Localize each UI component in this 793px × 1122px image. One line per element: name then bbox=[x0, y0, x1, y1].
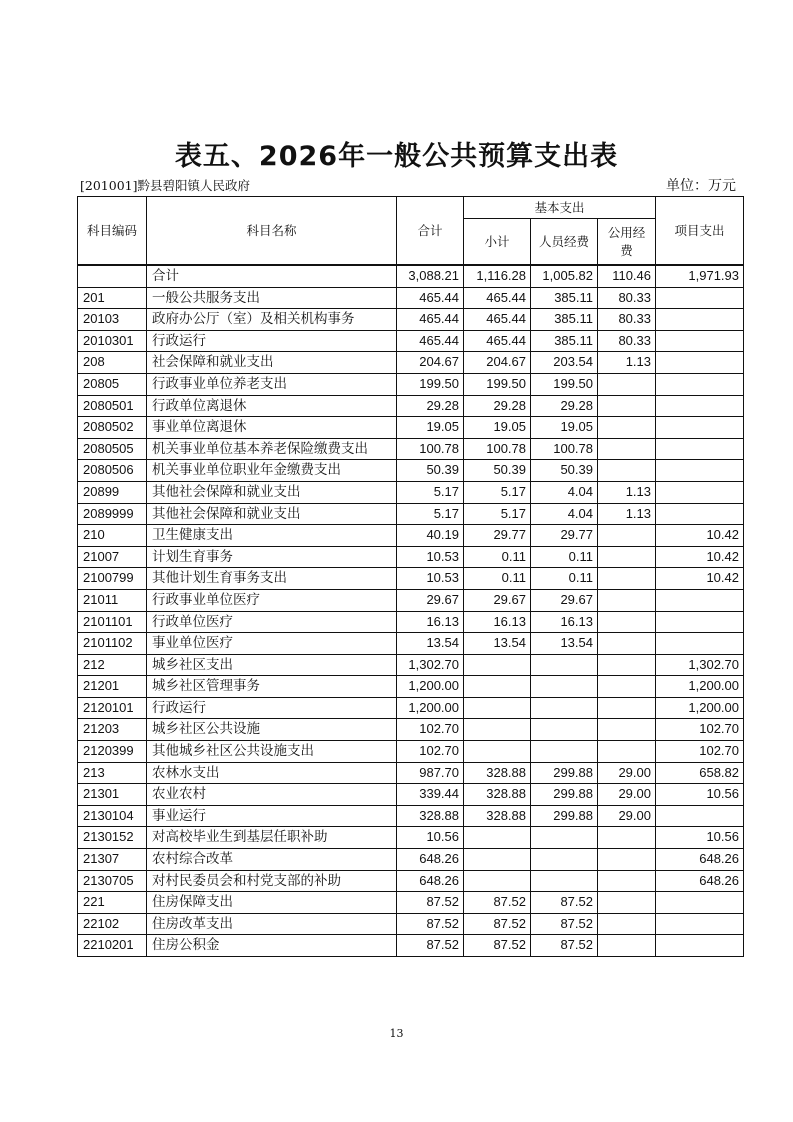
budget-table bbox=[77, 196, 744, 957]
cell-total: 648.26 bbox=[397, 870, 464, 892]
cell-code: 2080502 bbox=[78, 417, 147, 439]
cell-code: 21007 bbox=[78, 546, 147, 568]
cell-code: 2120101 bbox=[78, 697, 147, 719]
cell-personnel: 19.05 bbox=[531, 417, 598, 439]
cell-project: 10.42 bbox=[656, 546, 744, 568]
cell-subtotal bbox=[464, 870, 531, 892]
cell-code: 20103 bbox=[78, 309, 147, 331]
cell-code: 2080501 bbox=[78, 395, 147, 417]
cell-name: 行政事业单位医疗 bbox=[147, 589, 397, 611]
cell-public bbox=[598, 525, 656, 547]
cell-project bbox=[656, 417, 744, 439]
cell-personnel bbox=[531, 849, 598, 871]
cell-name: 行政单位离退休 bbox=[147, 395, 397, 417]
cell-public bbox=[598, 913, 656, 935]
cell-total: 199.50 bbox=[397, 373, 464, 395]
cell-code: 2120399 bbox=[78, 741, 147, 763]
cell-subtotal: 87.52 bbox=[464, 913, 531, 935]
table-row bbox=[78, 741, 744, 763]
cell-code: 201 bbox=[78, 287, 147, 309]
table-row bbox=[78, 481, 744, 503]
cell-project: 10.56 bbox=[656, 827, 744, 849]
table-row bbox=[78, 568, 744, 590]
cell-project: 1,200.00 bbox=[656, 697, 744, 719]
cell-project: 1,302.70 bbox=[656, 654, 744, 676]
table-row bbox=[78, 611, 744, 633]
cell-subtotal: 465.44 bbox=[464, 330, 531, 352]
cell-public bbox=[598, 611, 656, 633]
cell-code: 213 bbox=[78, 762, 147, 784]
cell-name: 城乡社区支出 bbox=[147, 654, 397, 676]
cell-total: 10.53 bbox=[397, 546, 464, 568]
cell-subtotal: 87.52 bbox=[464, 935, 531, 957]
cell-personnel: 4.04 bbox=[531, 503, 598, 525]
table-row bbox=[78, 719, 744, 741]
cell-project bbox=[656, 935, 744, 957]
table-row bbox=[78, 546, 744, 568]
cell-subtotal bbox=[464, 741, 531, 763]
cell-personnel: 29.77 bbox=[531, 525, 598, 547]
table-row bbox=[78, 892, 744, 914]
cell-subtotal: 199.50 bbox=[464, 373, 531, 395]
cell-subtotal: 50.39 bbox=[464, 460, 531, 482]
cell-subtotal: 0.11 bbox=[464, 568, 531, 590]
cell-subtotal: 328.88 bbox=[464, 805, 531, 827]
cell-code: 20899 bbox=[78, 481, 147, 503]
header-public: 公用经费 bbox=[598, 219, 656, 266]
cell-name: 其他计划生育事务支出 bbox=[147, 568, 397, 590]
cell-personnel bbox=[531, 676, 598, 698]
cell-code bbox=[78, 265, 147, 287]
cell-public bbox=[598, 870, 656, 892]
cell-subtotal: 0.11 bbox=[464, 546, 531, 568]
cell-public: 1.13 bbox=[598, 481, 656, 503]
cell-personnel: 299.88 bbox=[531, 805, 598, 827]
cell-name: 合计 bbox=[147, 265, 397, 287]
cell-subtotal: 204.67 bbox=[464, 352, 531, 374]
cell-personnel bbox=[531, 697, 598, 719]
cell-code: 2101101 bbox=[78, 611, 147, 633]
cell-name: 机关事业单位职业年金缴费支出 bbox=[147, 460, 397, 482]
cell-subtotal: 1,116.28 bbox=[464, 265, 531, 287]
cell-project: 10.42 bbox=[656, 568, 744, 590]
cell-public: 29.00 bbox=[598, 805, 656, 827]
cell-personnel bbox=[531, 719, 598, 741]
cell-code: 21203 bbox=[78, 719, 147, 741]
cell-project bbox=[656, 309, 744, 331]
cell-public bbox=[598, 460, 656, 482]
cell-name: 计划生育事务 bbox=[147, 546, 397, 568]
cell-code: 2080505 bbox=[78, 438, 147, 460]
cell-personnel bbox=[531, 741, 598, 763]
cell-personnel: 13.54 bbox=[531, 633, 598, 655]
cell-personnel: 1,005.82 bbox=[531, 265, 598, 287]
table-row bbox=[78, 589, 744, 611]
organization-label: [201001]黔县碧阳镇人民政府 bbox=[80, 178, 250, 193]
cell-total: 339.44 bbox=[397, 784, 464, 806]
table-row bbox=[78, 525, 744, 547]
cell-personnel: 299.88 bbox=[531, 784, 598, 806]
cell-total: 1,302.70 bbox=[397, 654, 464, 676]
cell-total: 87.52 bbox=[397, 913, 464, 935]
page-number: 13 bbox=[389, 1027, 404, 1040]
cell-name: 事业运行 bbox=[147, 805, 397, 827]
cell-total: 100.78 bbox=[397, 438, 464, 460]
table-row bbox=[78, 395, 744, 417]
cell-personnel bbox=[531, 654, 598, 676]
cell-project bbox=[656, 438, 744, 460]
cell-name: 城乡社区公共设施 bbox=[147, 719, 397, 741]
table-row bbox=[78, 265, 744, 287]
cell-name: 一般公共服务支出 bbox=[147, 287, 397, 309]
cell-project bbox=[656, 913, 744, 935]
cell-total: 40.19 bbox=[397, 525, 464, 547]
cell-project bbox=[656, 373, 744, 395]
cell-name: 机关事业单位基本养老保险缴费支出 bbox=[147, 438, 397, 460]
cell-public bbox=[598, 633, 656, 655]
cell-project bbox=[656, 633, 744, 655]
header-project: 项目支出 bbox=[656, 197, 744, 266]
cell-personnel: 4.04 bbox=[531, 481, 598, 503]
header-basic: 基本支出 bbox=[464, 197, 656, 219]
cell-code: 212 bbox=[78, 654, 147, 676]
table-body bbox=[78, 265, 744, 957]
cell-subtotal: 5.17 bbox=[464, 481, 531, 503]
cell-total: 1,200.00 bbox=[397, 697, 464, 719]
table-row bbox=[78, 287, 744, 309]
cell-public bbox=[598, 438, 656, 460]
cell-public bbox=[598, 589, 656, 611]
cell-public bbox=[598, 697, 656, 719]
cell-project bbox=[656, 611, 744, 633]
cell-project: 10.56 bbox=[656, 784, 744, 806]
cell-project: 648.26 bbox=[656, 870, 744, 892]
cell-personnel: 87.52 bbox=[531, 913, 598, 935]
cell-name: 社会保障和就业支出 bbox=[147, 352, 397, 374]
cell-total: 87.52 bbox=[397, 892, 464, 914]
cell-project: 1,200.00 bbox=[656, 676, 744, 698]
cell-project: 10.42 bbox=[656, 525, 744, 547]
cell-project: 102.70 bbox=[656, 719, 744, 741]
cell-total: 1,200.00 bbox=[397, 676, 464, 698]
cell-code: 2210201 bbox=[78, 935, 147, 957]
table-row bbox=[78, 697, 744, 719]
cell-total: 987.70 bbox=[397, 762, 464, 784]
table-row bbox=[78, 309, 744, 331]
cell-project: 102.70 bbox=[656, 741, 744, 763]
cell-personnel: 385.11 bbox=[531, 309, 598, 331]
header-subtotal: 小计 bbox=[464, 219, 531, 266]
cell-code: 21011 bbox=[78, 589, 147, 611]
cell-total: 10.53 bbox=[397, 568, 464, 590]
cell-name: 行政单位医疗 bbox=[147, 611, 397, 633]
cell-personnel: 299.88 bbox=[531, 762, 598, 784]
cell-total: 465.44 bbox=[397, 309, 464, 331]
cell-project: 648.26 bbox=[656, 849, 744, 871]
table-row bbox=[78, 784, 744, 806]
cell-name: 政府办公厅（室）及相关机构事务 bbox=[147, 309, 397, 331]
cell-personnel bbox=[531, 827, 598, 849]
cell-public: 80.33 bbox=[598, 309, 656, 331]
cell-subtotal: 29.77 bbox=[464, 525, 531, 547]
cell-code: 20805 bbox=[78, 373, 147, 395]
cell-subtotal: 29.28 bbox=[464, 395, 531, 417]
cell-total: 5.17 bbox=[397, 503, 464, 525]
cell-name: 住房改革支出 bbox=[147, 913, 397, 935]
cell-code: 2010301 bbox=[78, 330, 147, 352]
cell-project bbox=[656, 892, 744, 914]
cell-personnel: 199.50 bbox=[531, 373, 598, 395]
cell-code: 2080506 bbox=[78, 460, 147, 482]
cell-name: 事业单位医疗 bbox=[147, 633, 397, 655]
cell-total: 10.56 bbox=[397, 827, 464, 849]
cell-public bbox=[598, 568, 656, 590]
cell-project bbox=[656, 503, 744, 525]
cell-name: 住房保障支出 bbox=[147, 892, 397, 914]
cell-total: 204.67 bbox=[397, 352, 464, 374]
cell-project: 1,971.93 bbox=[656, 265, 744, 287]
cell-project bbox=[656, 395, 744, 417]
cell-subtotal: 100.78 bbox=[464, 438, 531, 460]
cell-name: 城乡社区管理事务 bbox=[147, 676, 397, 698]
cell-project bbox=[656, 287, 744, 309]
cell-name: 卫生健康支出 bbox=[147, 525, 397, 547]
cell-subtotal: 16.13 bbox=[464, 611, 531, 633]
table-row bbox=[78, 633, 744, 655]
cell-name: 农林水支出 bbox=[147, 762, 397, 784]
header-name: 科目名称 bbox=[147, 197, 397, 266]
cell-subtotal: 465.44 bbox=[464, 309, 531, 331]
cell-personnel: 50.39 bbox=[531, 460, 598, 482]
table-row bbox=[78, 762, 744, 784]
table-row bbox=[78, 373, 744, 395]
table-row bbox=[78, 352, 744, 374]
cell-name: 事业单位离退休 bbox=[147, 417, 397, 439]
cell-public: 29.00 bbox=[598, 762, 656, 784]
cell-personnel: 87.52 bbox=[531, 935, 598, 957]
table-row bbox=[78, 417, 744, 439]
cell-code: 208 bbox=[78, 352, 147, 374]
header-code: 科目编码 bbox=[78, 197, 147, 266]
cell-personnel bbox=[531, 870, 598, 892]
unit-label: 单位：万元 bbox=[666, 178, 736, 194]
cell-public: 80.33 bbox=[598, 287, 656, 309]
cell-subtotal: 29.67 bbox=[464, 589, 531, 611]
cell-public bbox=[598, 373, 656, 395]
cell-public bbox=[598, 935, 656, 957]
cell-project bbox=[656, 352, 744, 374]
header-total: 合计 bbox=[397, 197, 464, 266]
cell-public: 110.46 bbox=[598, 265, 656, 287]
cell-personnel: 16.13 bbox=[531, 611, 598, 633]
table-row bbox=[78, 935, 744, 957]
header-personnel: 人员经费 bbox=[531, 219, 598, 266]
cell-subtotal: 328.88 bbox=[464, 762, 531, 784]
page-title: 表五、2026年一般公共预算支出表 bbox=[174, 141, 619, 172]
cell-subtotal: 328.88 bbox=[464, 784, 531, 806]
cell-code: 2130104 bbox=[78, 805, 147, 827]
table-row bbox=[78, 503, 744, 525]
table-row bbox=[78, 654, 744, 676]
cell-public bbox=[598, 827, 656, 849]
cell-code: 21201 bbox=[78, 676, 147, 698]
cell-total: 102.70 bbox=[397, 741, 464, 763]
cell-public bbox=[598, 654, 656, 676]
cell-subtotal bbox=[464, 849, 531, 871]
cell-name: 其他社会保障和就业支出 bbox=[147, 481, 397, 503]
cell-public bbox=[598, 395, 656, 417]
cell-public bbox=[598, 892, 656, 914]
cell-total: 102.70 bbox=[397, 719, 464, 741]
table-row bbox=[78, 676, 744, 698]
cell-code: 221 bbox=[78, 892, 147, 914]
table-row bbox=[78, 827, 744, 849]
cell-total: 50.39 bbox=[397, 460, 464, 482]
cell-project: 658.82 bbox=[656, 762, 744, 784]
table-row bbox=[78, 330, 744, 352]
cell-public: 1.13 bbox=[598, 352, 656, 374]
cell-project bbox=[656, 460, 744, 482]
cell-public bbox=[598, 546, 656, 568]
cell-personnel: 0.11 bbox=[531, 546, 598, 568]
cell-code: 21307 bbox=[78, 849, 147, 871]
cell-name: 对村民委员会和村党支部的补助 bbox=[147, 870, 397, 892]
cell-name: 对高校毕业生到基层任职补助 bbox=[147, 827, 397, 849]
cell-personnel: 385.11 bbox=[531, 287, 598, 309]
cell-public: 29.00 bbox=[598, 784, 656, 806]
cell-subtotal bbox=[464, 827, 531, 849]
table-row bbox=[78, 805, 744, 827]
cell-total: 3,088.21 bbox=[397, 265, 464, 287]
cell-code: 2130152 bbox=[78, 827, 147, 849]
cell-project bbox=[656, 330, 744, 352]
table-row bbox=[78, 849, 744, 871]
cell-personnel: 100.78 bbox=[531, 438, 598, 460]
cell-code: 210 bbox=[78, 525, 147, 547]
cell-public bbox=[598, 741, 656, 763]
cell-subtotal bbox=[464, 676, 531, 698]
cell-subtotal: 19.05 bbox=[464, 417, 531, 439]
cell-total: 16.13 bbox=[397, 611, 464, 633]
table-row bbox=[78, 438, 744, 460]
cell-subtotal bbox=[464, 719, 531, 741]
table-header bbox=[78, 197, 744, 266]
cell-total: 465.44 bbox=[397, 330, 464, 352]
cell-code: 21301 bbox=[78, 784, 147, 806]
cell-personnel: 29.28 bbox=[531, 395, 598, 417]
cell-public: 1.13 bbox=[598, 503, 656, 525]
cell-name: 行政运行 bbox=[147, 697, 397, 719]
cell-personnel: 203.54 bbox=[531, 352, 598, 374]
cell-name: 农业农村 bbox=[147, 784, 397, 806]
cell-subtotal: 5.17 bbox=[464, 503, 531, 525]
cell-code: 2089999 bbox=[78, 503, 147, 525]
cell-total: 19.05 bbox=[397, 417, 464, 439]
cell-public bbox=[598, 417, 656, 439]
cell-name: 行政运行 bbox=[147, 330, 397, 352]
cell-name: 其他城乡社区公共设施支出 bbox=[147, 741, 397, 763]
cell-public bbox=[598, 849, 656, 871]
cell-subtotal bbox=[464, 654, 531, 676]
cell-project bbox=[656, 481, 744, 503]
cell-public: 80.33 bbox=[598, 330, 656, 352]
cell-name: 行政事业单位养老支出 bbox=[147, 373, 397, 395]
cell-total: 29.67 bbox=[397, 589, 464, 611]
cell-personnel: 29.67 bbox=[531, 589, 598, 611]
cell-subtotal: 13.54 bbox=[464, 633, 531, 655]
cell-code: 2130705 bbox=[78, 870, 147, 892]
cell-name: 农村综合改革 bbox=[147, 849, 397, 871]
cell-total: 87.52 bbox=[397, 935, 464, 957]
table-row bbox=[78, 913, 744, 935]
cell-personnel: 385.11 bbox=[531, 330, 598, 352]
cell-personnel: 87.52 bbox=[531, 892, 598, 914]
cell-code: 22102 bbox=[78, 913, 147, 935]
cell-total: 13.54 bbox=[397, 633, 464, 655]
cell-total: 29.28 bbox=[397, 395, 464, 417]
table-row bbox=[78, 870, 744, 892]
cell-project bbox=[656, 589, 744, 611]
cell-personnel: 0.11 bbox=[531, 568, 598, 590]
cell-public bbox=[598, 676, 656, 698]
cell-subtotal: 87.52 bbox=[464, 892, 531, 914]
cell-name: 其他社会保障和就业支出 bbox=[147, 503, 397, 525]
cell-total: 328.88 bbox=[397, 805, 464, 827]
cell-project bbox=[656, 805, 744, 827]
cell-total: 648.26 bbox=[397, 849, 464, 871]
cell-public bbox=[598, 719, 656, 741]
cell-code: 2101102 bbox=[78, 633, 147, 655]
cell-code: 2100799 bbox=[78, 568, 147, 590]
cell-subtotal bbox=[464, 697, 531, 719]
cell-subtotal: 465.44 bbox=[464, 287, 531, 309]
cell-name: 住房公积金 bbox=[147, 935, 397, 957]
cell-total: 465.44 bbox=[397, 287, 464, 309]
table-row bbox=[78, 460, 744, 482]
cell-total: 5.17 bbox=[397, 481, 464, 503]
